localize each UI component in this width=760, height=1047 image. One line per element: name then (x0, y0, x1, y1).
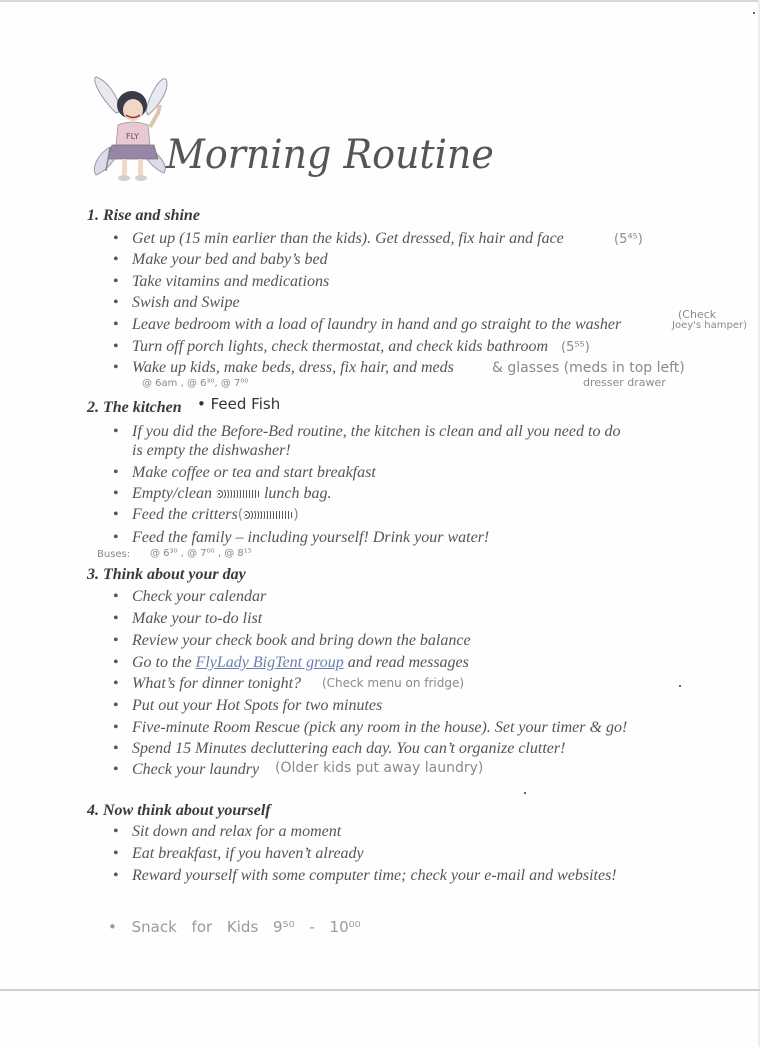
redaction-scribble (216, 490, 260, 498)
bullet-icon: • (113, 485, 119, 502)
bullet-icon: • (113, 423, 119, 440)
bullet-icon: • (113, 359, 119, 376)
bullet-icon: • (113, 529, 119, 546)
bullet-icon: • (113, 632, 119, 649)
bullet-icon: • (113, 610, 119, 627)
bullet-icon: • (113, 338, 119, 355)
bullet-icon: • (113, 273, 119, 290)
handwritten-note: (Check menu on fridge) (322, 676, 465, 690)
page-fold-line (0, 989, 760, 991)
handwritten-note: & glasses (meds in top left) (492, 360, 685, 376)
redaction-scribble (243, 511, 293, 519)
bullet-icon: • (113, 464, 119, 481)
bullet-icon: • (113, 316, 119, 333)
bullet-icon: • (113, 294, 119, 311)
bullet-icon: • (113, 867, 119, 884)
flylady-fairy-logo (88, 75, 174, 187)
handwritten-buses-label: Buses: (97, 549, 131, 560)
flylady-bigtent-link[interactable]: FlyLady BigTent group (195, 654, 344, 671)
handwritten-note-feed-fish: • Feed Fish (197, 395, 281, 413)
bullet-icon: • (113, 654, 119, 671)
section-heading-rise-and-shine: 1. Rise and shine (87, 207, 200, 224)
section-heading-think-about-day: 3. Think about your day (87, 566, 246, 583)
list-item-continuation: is empty the dishwasher! (132, 442, 291, 459)
bullet-icon: • (113, 761, 119, 778)
bullet-icon: • (113, 719, 119, 736)
bullet-icon: • (113, 588, 119, 605)
handwritten-note: (Older kids put away laundry) (275, 760, 484, 776)
svg-text:FLY: FLY (126, 132, 139, 141)
page-top-edge (0, 0, 760, 2)
handwritten-note: (5⁴⁵) (614, 232, 643, 247)
handwritten-note: (Check (678, 308, 717, 321)
handwritten-note: (5⁵⁵) (561, 340, 590, 355)
handwritten-wake-times: @ 6am , @ 6³⁰, @ 7⁰⁰ (142, 378, 249, 389)
scanned-page: FLY Morning Routine 1. Rise and shine • Get up (15 min earlier than the kids). Get dressed, fix hair and face (5⁴⁵) • Make your bed and baby’s bed • Take vitamins and medications • Swish and Swipe • Leave bedroom with a load of laundry in hand and go straight to the washer (Check Joey's hamper) • Turn off porch lights, check thermostat, and check kids bathroom (5⁵⁵) • Wake up kids, make beds, dress, fix hair, and meds & glasses (meds in top left) dresser drawer @ 6am , @ 6³⁰, @ 7⁰⁰ 2. The kitchen • Feed Fish • If you did the Before-Bed routine, the kitchen is clean and all you need to do is empty the dishwasher! • Make coffee or tea and start breakfast • Empty/clean lunch bag. • Feed the critters( ) • Feed the family – including yourself! Drink your water! Buses: @ 6³⁰ , @ 7⁰⁰ , @ 8¹⁵ 3. Think about your day • Check your calendar • Make your to-do list • Review your check book and bring down the balance • Go to the FlyLady BigTent group and read messages • What’s for dinner tonight? (Check menu on fridge) • Put out your Hot Spots for two minutes • Five-minute Room Rescue (pick any room in the house). Set your timer & go! • Spend 15 Minutes decluttering each day. You can’t organize clutter! • Check your laundry (Older kids put away laundry) 4. Now think about yourself • Sit down and relax for a moment • Eat breakfast, if you haven’t already • Reward yourself with some computer time; check your e-mail and websites! • Snack for Kids 9⁵⁰ - 10⁰⁰ (0, 0, 760, 1047)
bullet-icon: • (113, 251, 119, 268)
bullet-icon: • (113, 675, 119, 692)
section-heading-kitchen: 2. The kitchen (87, 399, 182, 416)
bullet-icon: • (113, 823, 119, 840)
bullet-icon: • (113, 740, 119, 757)
section-heading-think-about-yourself: 4. Now think about yourself (87, 802, 271, 819)
bullet-icon: • (113, 845, 119, 862)
scan-speck (679, 685, 681, 687)
bullet-icon: • (113, 506, 119, 523)
handwritten-bus-times: @ 6³⁰ , @ 7⁰⁰ , @ 8¹⁵ (150, 548, 252, 559)
scan-speck (524, 792, 526, 794)
handwritten-note: dresser drawer (583, 376, 666, 389)
handwritten-snack-note: • Snack for Kids 9⁵⁰ - 10⁰⁰ (108, 918, 361, 936)
handwritten-note: Joey's hamper) (672, 320, 747, 331)
bullet-icon: • (113, 697, 119, 714)
scan-speck (753, 12, 755, 14)
bullet-icon: • (113, 230, 119, 247)
page-title: Morning Routine (166, 132, 494, 178)
